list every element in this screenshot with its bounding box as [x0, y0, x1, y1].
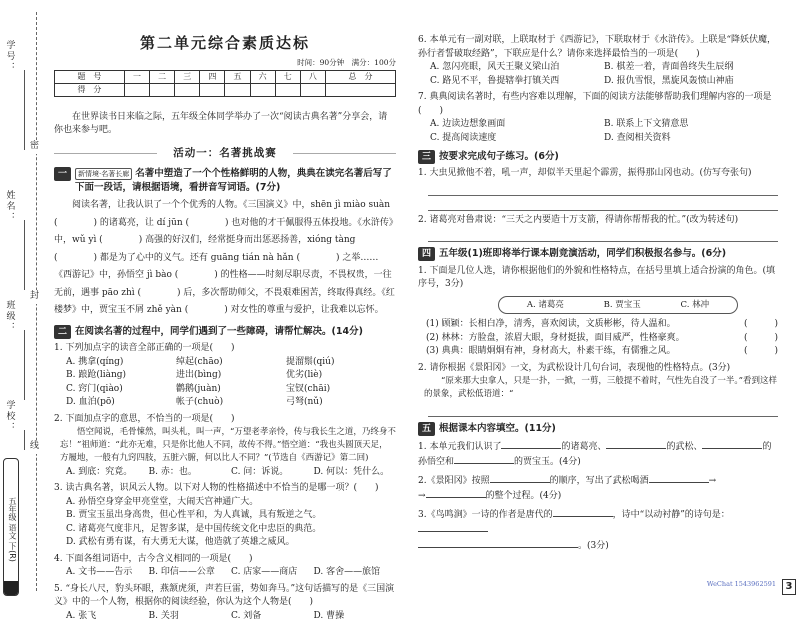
question-stem: 6. 本单元有一副对联，上联取材于《西游记》，下联取材于《水浒传》。上联是“降妖伏魔，孙行者誓破取经路”，下联应是什么？请你来选择最恰当的一项是( ) [418, 35, 777, 59]
grade-tag [3, 458, 19, 596]
question-2 [54, 413, 396, 480]
answer-bracket[interactable]: ( ) [743, 332, 778, 343]
section-heading-3 [418, 150, 778, 164]
section-heading-2 [54, 325, 396, 339]
arrow-glyph: → [418, 491, 426, 502]
option[interactable]: C. 路见不平，鲁提辖拳打镇关西 [430, 75, 560, 86]
question-stem: 2. 诸葛亮对鲁肃说：“三天之内要造十万支箭，得请你帮帮我的忙。”(改为转述句) [418, 214, 739, 225]
fill-text: 1. 本单元我们认识了 [418, 441, 502, 452]
option[interactable]: C. 提高阅读速度 [430, 132, 497, 143]
candidate-row [426, 345, 778, 359]
option[interactable]: C. 刘备 [231, 610, 262, 621]
score-header-cell: 一 [124, 70, 149, 83]
option[interactable]: A. 张飞 [66, 610, 97, 621]
activity-title: 活动一：名著挑战赛 [173, 146, 277, 159]
question-stem: 5. “身长八尺，豹头环眼，燕颔虎须，声若巨雷，势如奔马。”这句话描写的是《三国演义》中的一个人物，根据你的阅读经验，你认为这个人物是( ) [54, 583, 395, 608]
fill-text: ，诗中“以动衬静”的诗句是： [612, 509, 730, 520]
fill-blank[interactable] [553, 507, 613, 517]
binding-margin [0, 0, 48, 603]
score-table-score-row [55, 83, 396, 96]
question-stem: 2. 请你根据《景阳冈》一文，为武松设计几句台词，表现他的性格特点。(3分) [418, 362, 731, 373]
option[interactable]: B. 联系上下文猜意思 [604, 119, 689, 129]
fill-text: 的顺序，写出了武松喝酒 [549, 475, 649, 486]
option[interactable]: A. 孙悟空身穿金甲亮堂堂，大闹天宫神通广大。 [66, 496, 259, 507]
option[interactable]: A. 携拿(qíng) [66, 356, 124, 367]
score-header-cell: 四 [200, 70, 225, 83]
question-7 [418, 91, 778, 145]
quoted-passage: “原来那大虫拿人，只是一扑，一掀，一剪，三般提不着时，气性先自没了一半。”看到这样的景象，武松低语道：“ [424, 376, 777, 400]
candidate-row [426, 332, 778, 346]
time-info: 时间：90分钟 满分：100分 [297, 57, 396, 67]
question-stem: 3. 读古典名著，识风云人物。以下对人物的性格描述中不恰当的是哪一项？( ) [54, 483, 379, 494]
page-number: 3 [782, 579, 796, 595]
section-number: 三 [418, 150, 435, 164]
option[interactable]: B. 赤：也。 [148, 466, 197, 477]
score-cell[interactable] [124, 83, 149, 96]
class-field[interactable] [24, 330, 25, 400]
fill-text: 3.《鸟鸣涧》一诗的作者是唐代的 [418, 509, 553, 520]
option: 宝钗(chāi) [286, 383, 331, 394]
option[interactable]: D. 何以：凭什么。 [313, 466, 390, 477]
option[interactable]: D. 报仇雪恨，黑旋风轰愤山神庙 [604, 75, 734, 86]
fill-question-3 [418, 507, 778, 554]
question-1 [54, 342, 396, 410]
candidate-text: (1) 顾颖：长相白净，清秀，喜欢阅读，文质彬彬，待人温和。 [426, 319, 676, 330]
score-header-cell: 总 分 [326, 70, 396, 83]
quoted-passage: 悟空闻说，毛骨悚然，叫头札，叫一声，“万望老孝亲怜，传与我长生之道，乃终身不忘！”祖师道：“此亦无难，只是你比他人不同，故传不得。”悟空道：“我也头圆顶天足，方履地，一般有九窍四肢，五脏六腑，何以比人不同？”(节选自《西游记》第二回) [60, 427, 396, 464]
answer-line[interactable] [428, 229, 778, 242]
question-4 [54, 553, 396, 580]
score-header-cell: 七 [275, 70, 300, 83]
right-column [418, 8, 778, 553]
fill-question-2 [418, 473, 778, 504]
option: 绰起(chāo) [176, 356, 223, 367]
intro-text: 在世界读书日来临之际，五年级全体同学举办了一次“阅读古典名著”分享会，请你也来参与吧。 [54, 111, 388, 136]
fill-text: 的贾宝玉。(4分) [514, 457, 581, 468]
option-list [54, 496, 396, 550]
option[interactable]: D. 血泊(pō) [66, 397, 115, 408]
student-id-field[interactable] [24, 70, 25, 150]
section-heading-4 [418, 247, 778, 261]
option[interactable]: C. 诸葛亮气度非凡，足智多谋，是中国传统文化中忠臣的典范。 [66, 523, 322, 534]
fill-text: 的武松、 [666, 441, 703, 452]
fill-text: 。(3分) [578, 540, 609, 551]
section-number: 一 [54, 167, 71, 181]
candidate-list [418, 318, 778, 359]
page-title: 第二单元综合素质达标 [139, 34, 310, 52]
label-name: 姓名： [4, 190, 15, 223]
fill-text: 的 [762, 441, 772, 452]
score-table-header-row [55, 70, 396, 83]
option-list [418, 118, 778, 145]
option-list [54, 566, 396, 580]
fill-blank[interactable] [606, 439, 666, 449]
section-title-text: 名著中塑造了一个个性格鲜明的人物，典典在读完名著后写了下面一段话，请根据语境，看拼音写词语。(7分) [75, 167, 392, 193]
fill-blank[interactable] [418, 538, 578, 548]
left-column [54, 8, 396, 623]
option: 鹳鹅(juàn) [176, 383, 221, 394]
fill-blank[interactable] [418, 522, 488, 532]
section-title-text: 按要求完成句子练习。(6分) [439, 151, 559, 162]
question-stem: 1. 下列加点字的读音全部正确的一项是( ) [54, 343, 235, 354]
option[interactable]: C. 店家——商店 [231, 567, 298, 578]
role-options [498, 296, 738, 315]
seal-word-feng: 封 [30, 290, 39, 304]
option: 提溜鬃(qiú) [286, 356, 335, 367]
name-field[interactable] [24, 220, 25, 290]
section-title [75, 167, 396, 196]
question-stem: 1. 大虫见掀他不着，吼一声，却似半天里起个霹雳，振得那山冈也动。(仿写夸张句) [418, 168, 752, 179]
role-option: A. 诸葛亮 [526, 299, 564, 310]
candidate-text: (3) 典典：眼睛炯炯有神，身材高大，朴素干练，有儒雅之风。 [426, 346, 676, 357]
section-title-text: 在阅读名著的过程中，同学们遇到了一些障碍，请帮忙解决。(14分) [75, 325, 363, 337]
label-class: 班级： [4, 300, 15, 333]
label-school: 学校： [4, 400, 15, 433]
role-option: C. 林冲 [680, 299, 710, 310]
option[interactable]: C. 窍门(qiào) [66, 383, 123, 394]
candidate-text: (2) 林林：方脸盘，浓眉大眼，身材挺拔，面目威严，性格豪爽。 [426, 332, 685, 343]
section-heading-1 [54, 167, 396, 196]
score-header-cell: 六 [250, 70, 275, 83]
option[interactable]: B. 印信——公章 [148, 567, 215, 578]
fill-blank[interactable] [490, 473, 550, 483]
option: 弓弩(nǔ) [286, 397, 323, 408]
option[interactable]: D. 查阅相关资料 [604, 132, 671, 143]
seal-word-mi: 密 [30, 140, 39, 154]
arrow-glyph: → [708, 475, 717, 486]
pinyin-paragraph: 阅读名著，让我认识了一个个优秀的人物。《三国演义》中，shēn jì miào suàn ( ) 的诸葛亮，让 dí jūn ( ) 也对他的才干佩服得五体投地。《水浒传》中，wǔ yì ( ) 高强的好汉们，经常挺身而出惩恶扬善，xióng tàng ( ) 都是为了心中的义气。还有 ɡuāng tián nà hǎn ( ) 之举……《西游记》中，孙悟空 jì bào ( ) 的性格——时刻尽职尽责，不畏权贵，一往无前，遇事 pāo zhì ( ) 后，多次帮助师父，不畏艰难困苦，终取得真经。《红楼梦》中，贾宝玉不屑 zhě yàn ( ) 对女性的尊重与爱护，让我难以忘怀。 [54, 200, 395, 316]
seal-word-xian: 线 [30, 440, 39, 454]
option[interactable]: C. 问：诉说。 [231, 466, 289, 477]
option: 帐子(chuò) [176, 397, 224, 408]
grade-tag-text: 五年级 语文 下(R) [8, 496, 17, 562]
option-list [54, 610, 396, 623]
section-number: 四 [418, 247, 435, 261]
score-cell[interactable] [326, 83, 396, 96]
score-cell[interactable] [175, 83, 200, 96]
fill-blank[interactable] [426, 488, 486, 498]
score-header-cell: 题 号 [55, 70, 125, 83]
answer-bracket[interactable]: ( ) [743, 346, 778, 357]
section-tag: 新情境·名著长廊 [75, 168, 132, 181]
label-student-id: 学号： [4, 40, 15, 73]
score-cell[interactable] [225, 83, 250, 96]
question-3 [54, 482, 396, 550]
fill-text: 孙悟空和 [418, 457, 455, 468]
question-6 [418, 34, 778, 88]
score-cell[interactable] [275, 83, 300, 96]
fill-blank[interactable] [501, 439, 561, 449]
option: 进出(bìng) [176, 370, 222, 381]
option: 优劣(liè) [286, 370, 323, 381]
option[interactable]: A. 文书——告示 [66, 567, 133, 578]
answer-line[interactable] [428, 183, 778, 196]
fill-text: 的诸葛亮、 [561, 441, 607, 452]
role-option: B. 贾宝玉 [603, 299, 641, 310]
fill-blank[interactable] [649, 473, 709, 483]
question-stem: 2. 下面加点字的意思，不恰当的一项是( ) [54, 413, 235, 424]
score-header-cell: 八 [300, 70, 325, 83]
fill-blank[interactable] [454, 454, 514, 464]
fill-blank[interactable] [702, 439, 762, 449]
candidate-row [426, 318, 778, 332]
answer-line[interactable] [428, 404, 778, 417]
role-question [418, 265, 778, 359]
option-list [418, 61, 778, 88]
score-cell[interactable] [250, 83, 275, 96]
option-list [54, 466, 396, 480]
option[interactable]: D. 武松有勇有谋，有大勇无大谋，他造就了英雄之威风。 [66, 537, 295, 548]
fill-question-1 [418, 439, 778, 470]
option[interactable]: A. 边读边想象画面 [430, 119, 506, 129]
fill-text: 的整个过程。(4分) [485, 491, 562, 502]
option[interactable]: B. 关羽 [148, 610, 179, 621]
question-5 [54, 583, 396, 623]
option[interactable]: B. 踉跄(liàng) [66, 370, 127, 381]
option[interactable]: A. 到底：究竟。 [66, 466, 133, 477]
activity-heading [54, 146, 396, 162]
dialogue-question [418, 362, 778, 417]
option-list [54, 356, 396, 410]
section-heading-5 [418, 422, 778, 436]
option[interactable]: B. 贾宝玉虽出身高贵，但心性平和，为人真诚，具有叛逆之气。 [66, 510, 322, 521]
answer-line[interactable] [428, 198, 778, 211]
grade-tag-band [4, 581, 18, 595]
section-title-text: 五年级(1)班即将举行课本剧竞演活动，同学们积极报名参与。(6分) [439, 248, 727, 260]
option[interactable]: A. 忽闪亮眼，风天王聚义梁山泊 [430, 62, 560, 72]
section-number: 五 [418, 422, 435, 436]
option[interactable]: B. 棋差一着，青面兽终失生辰纲 [604, 62, 734, 72]
score-header-cell: 三 [175, 70, 200, 83]
score-cell[interactable] [150, 83, 175, 96]
fill-text: 2.《景阳冈》按照 [418, 475, 490, 486]
watermark-stamp: WeChat 1543962591 [706, 580, 776, 589]
score-cell[interactable] [200, 83, 225, 96]
question-stem: 7. 典典阅读名著时，有些内容难以理解，下面的阅读方法能够帮助我们理解内容的一项是( ) [418, 92, 772, 116]
score-table [54, 70, 396, 97]
school-field[interactable] [24, 430, 25, 450]
sentence-question-2 [418, 214, 778, 243]
question-stem: 4. 下面各组词语中，古今含义相同的一项是( ) [54, 553, 253, 564]
score-cell[interactable] [300, 83, 325, 96]
answer-bracket[interactable]: ( ) [743, 319, 778, 330]
section-number: 二 [54, 325, 71, 339]
sentence-question-1 [418, 167, 778, 211]
score-header-cell: 二 [150, 70, 175, 83]
option[interactable]: D. 曹操 [313, 610, 345, 621]
question-stem: 1. 下面是几位人选，请你根据他们的外貌和性格特点，在括号里填上适合扮演的角色。(填序号，3分) [418, 265, 775, 289]
score-row-label: 得 分 [55, 83, 125, 96]
section-title-text: 根据课本内容填空。(11分) [439, 422, 556, 434]
score-header-cell: 五 [225, 70, 250, 83]
option[interactable]: D. 客舍——旅馆 [313, 567, 381, 578]
